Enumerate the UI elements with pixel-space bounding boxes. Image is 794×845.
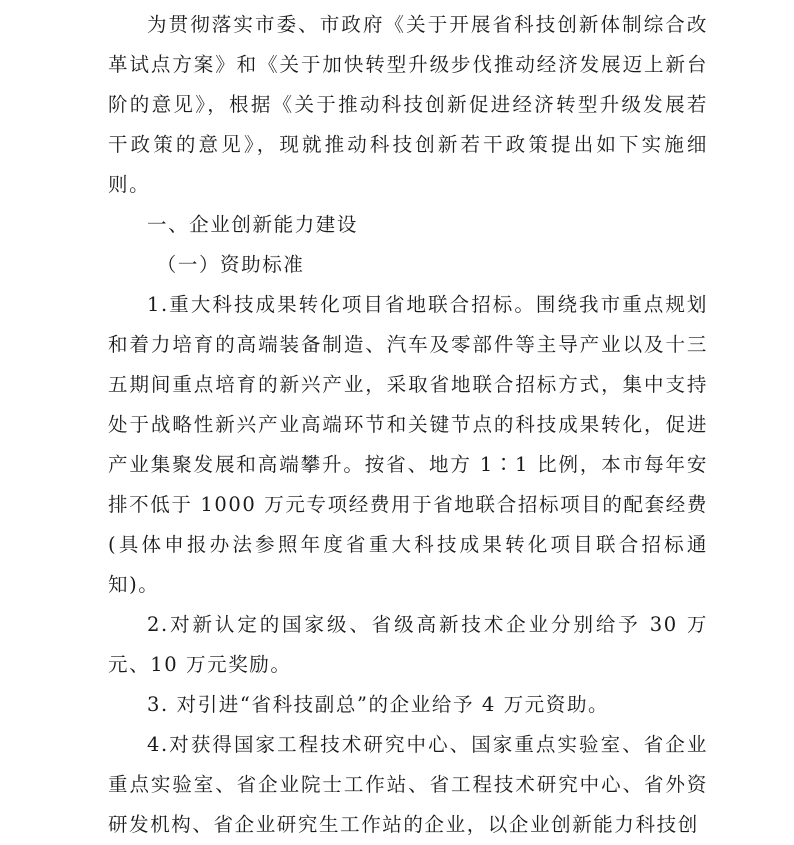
- subsection-heading: （一）资助标准: [156, 253, 305, 276]
- item-1-paragraph: 1.重大科技成果转化项目省地联合招标。围绕我市重点规划和着力培育的高端装备制造、汽车及零部件等主导产业以及十三五期间重点培育的新兴产业，采取省地联合招标方式，集中支持处于战略性新兴产业高端环节和关键节点的科技成果转化，促进产业集聚发展和高端攀升。按省、地方 1∶1 比例，本市每年安排不低于 1000 万元专项经费用于省地联合招标项目的配套经费(具体申报办法参照年度省重大科技成果转化项目联合招标通知)。: [108, 293, 708, 596]
- document-page: [108, 5, 708, 845]
- item-4-paragraph: 4.对获得国家工程技术研究中心、国家重点实验室、省企业重点实验室、省企业院士工作站、省工程技术研究中心、省外资研发机构、省企业研究生工作站的企业，以企业创新能力科技创: [108, 733, 708, 836]
- item-3-paragraph: 3. 对引进“省科技副总”的企业给予 4 万元资助。: [147, 693, 610, 716]
- item-2-paragraph: 2.对新认定的国家级、省级高新技术企业分别给予 30 万元、10 万元奖励。: [108, 613, 708, 676]
- intro-paragraph: 为贯彻落实市委、市政府《关于开展省科技创新体制综合改革试点方案》和《关于加快转型升级步伐推动经济发展迈上新台阶的意见》，根据《关于推动科技创新促进经济转型升级发展若干政策的意见》，现就推动科技创新若干政策提出如下实施细则。: [108, 13, 708, 196]
- section-heading: 一、企业创新能力建设: [147, 213, 359, 236]
